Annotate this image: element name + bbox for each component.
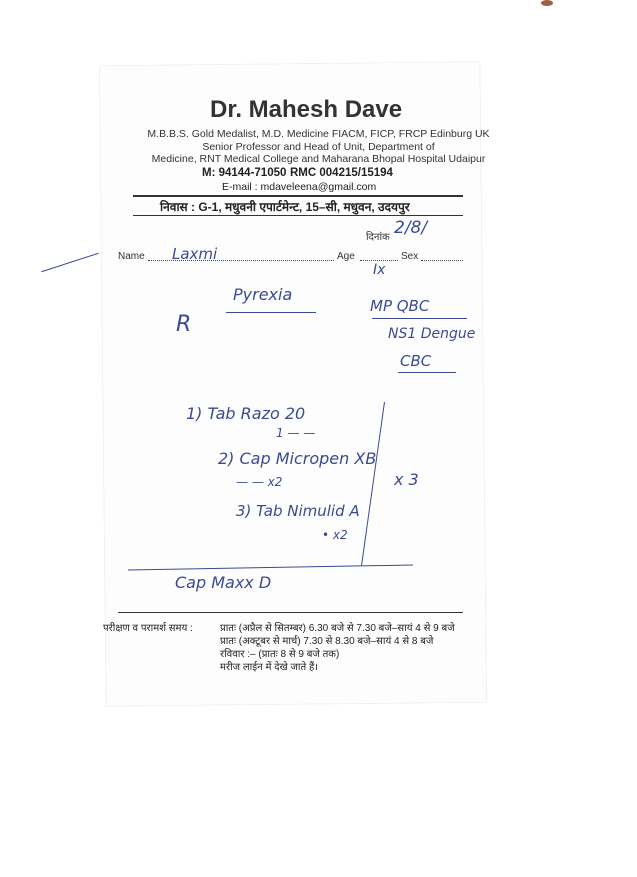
doctor-name: Dr. Mahesh Dave	[210, 96, 403, 123]
date-value: 2/8/	[394, 218, 428, 238]
position: Senior Professor and Head of Unit, Department of	[202, 140, 435, 153]
age-field-line	[360, 260, 398, 261]
sex-label: Sex	[401, 251, 419, 262]
medicine-2: 2) Cap Micropen XB	[218, 449, 377, 468]
complaint: Pyrexia	[233, 285, 293, 304]
qualifications: M.B.B.S. Gold Medalist, M.D. Medicine FIACM, FICP, FRCP Edinburg UK	[147, 128, 490, 140]
date-label: दिनांक	[366, 232, 390, 243]
investigation-2: NS1 Dengue	[388, 326, 476, 342]
complaint-underline	[226, 312, 316, 313]
investigation-3-underline	[398, 372, 456, 373]
institution: Medicine, RNT Medical College and Maharana Bhopal Hospital Udaipur	[151, 153, 486, 165]
address-divider	[133, 215, 463, 216]
timing-label: परीक्षण व परामर्श समय :	[103, 623, 193, 634]
header-divider	[133, 195, 463, 197]
rx-symbol: R	[176, 312, 192, 337]
timing-line-1: प्रातः (अप्रैल से सितम्बर) 6.30 बजे से 7.30 बजे–सायं 4 से 9 बजे	[220, 623, 455, 634]
medicine-2-dose: — — x2	[236, 475, 283, 489]
patient-name: Laxmi	[172, 245, 218, 263]
timing-lines	[220, 622, 455, 674]
name-label: Name	[118, 251, 145, 262]
footer-medicine: Cap Maxx D	[175, 573, 272, 592]
medicine-3: 3) Tab Nimulid A	[236, 502, 360, 520]
email-address: E-mail : mdaveleena@gmail.com	[222, 181, 377, 193]
doctor-credentials	[0, 128, 637, 166]
duration: x 3	[394, 470, 419, 489]
phone-number: M: 94144-71050	[202, 167, 287, 179]
scan-speck	[541, 0, 553, 6]
investigation-1: MP QBC	[370, 297, 430, 315]
timing-line-2: प्रातः (अक्टूबर से मार्च) 7.30 से 8.30 बजे–सायं 4 से 8 बजे	[220, 636, 434, 647]
rmc-number: RMC 004215/15194	[290, 167, 393, 179]
medicine-1-dose: 1 — —	[276, 426, 316, 440]
margin-stroke	[41, 253, 98, 272]
timing-line-3: रविवार :– (प्रातः 8 से 9 बजे तक)	[220, 649, 340, 660]
investigations-mark: Ix	[373, 262, 386, 278]
sex-field-line	[421, 260, 463, 261]
age-label: Age	[337, 251, 355, 262]
residence-address: निवास : G-1, मधुवनी एपार्टमेन्ट, 15–सी, मधुवन, उदयपुर	[160, 200, 410, 214]
medicine-3-dose: • x2	[322, 528, 348, 542]
timing-line-4: मरीज लाईन में देखे जाते हैं।	[220, 662, 319, 673]
investigation-underline	[372, 318, 467, 319]
medicine-1: 1) Tab Razo 20	[186, 404, 306, 423]
footer-divider	[118, 612, 463, 613]
investigation-3: CBC	[400, 352, 432, 370]
